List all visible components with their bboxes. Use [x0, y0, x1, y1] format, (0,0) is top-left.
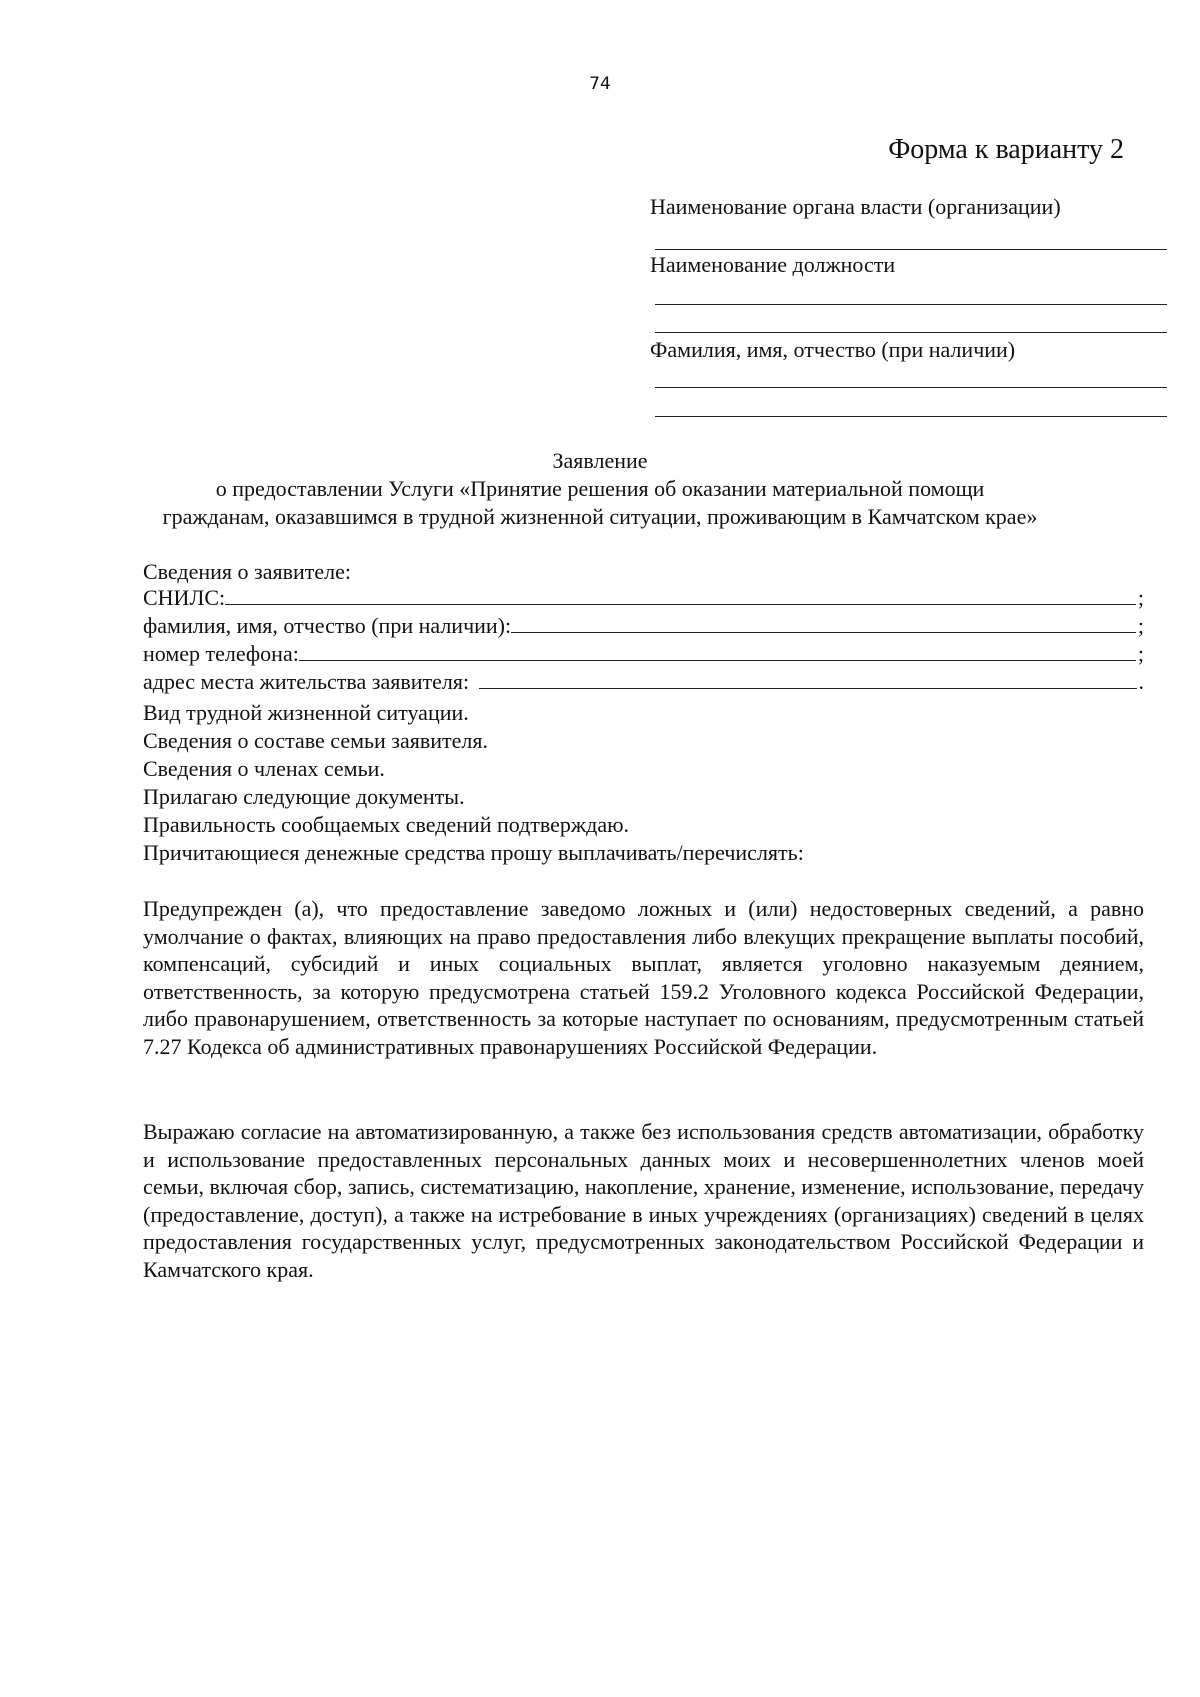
document-subtitle-line-2: гражданам, оказавшимся в трудной жизненной ситуации, проживающим в Камчатском крае»	[162, 504, 1038, 529]
address-terminator: .	[1138, 669, 1144, 694]
phone-row	[143, 640, 1144, 667]
address-label: адрес места жительства заявителя:	[143, 669, 470, 694]
liability-warning-paragraph: Предупрежден (а), что предоставление заведомо ложных и (или) недостоверных сведений, а равно умолчание о фактах, влияющих на право предоставления либо влекущих прекращение выплаты пособий, компенсаций, субсидий и иных социальных выплат, является уголовно наказуемым деянием, ответственность, за которую предусмотрена статьей 159.2 Уголовного кодекса Российской Федерации, либо правонарушением, ответственность за которые наступает по основаниям, предусмотренным статьей 7.27 Кодекса об административных правонарушениях Российской Федерации.	[143, 896, 1144, 1059]
snils-row	[143, 584, 1144, 611]
address-row	[143, 668, 1144, 695]
accuracy-confirmation-line: Правильность сообщаемых сведений подтверждаю.	[143, 812, 630, 837]
org-name-field[interactable]	[655, 249, 1167, 250]
fio-label: фамилия, имя, отчество (при наличии):	[143, 613, 512, 638]
applicant-heading: Сведения о заявителе:	[143, 559, 352, 584]
full-name-field-line-1[interactable]	[655, 387, 1167, 388]
fio-field[interactable]	[511, 631, 1136, 633]
data-consent-paragraph: Выражаю согласие на автоматизированную, а также без использования средств автоматизации, обработку и использование предоставленных персональных данных моих и несовершеннолетних членов моей семьи, включая сбор, запись, систематизацию, накопление, хранение, изменение, использование, передачу (предоставление, доступ), а также на истребование в иных учреждениях (организациях) сведений в целях предоставления государственных услуг, предусмотренных законодательством Российской Федерации и Камчатского края.	[143, 1119, 1144, 1282]
family-members-line: Сведения о членах семьи.	[143, 756, 385, 781]
snils-label: СНИЛС:	[143, 585, 226, 610]
family-composition-line: Сведения о составе семьи заявителя.	[143, 728, 489, 753]
phone-label: номер телефона:	[143, 641, 299, 666]
fio-row	[143, 612, 1144, 639]
form-variant-heading: Форма к варианту 2	[888, 134, 1124, 165]
full-name-field-line-2[interactable]	[655, 416, 1167, 417]
snils-terminator: ;	[1137, 585, 1144, 610]
position-label: Наименование должности	[650, 252, 896, 277]
attached-documents-line: Прилагаю следующие документы.	[143, 784, 465, 809]
full-name-label: Фамилия, имя, отчество (при наличии)	[650, 337, 1016, 362]
org-name-label: Наименование органа власти (организации)	[650, 194, 1061, 219]
page-number: 74	[589, 74, 611, 94]
hardship-type-line: Вид трудной жизненной ситуации.	[143, 700, 469, 725]
position-field-line-1[interactable]	[655, 304, 1167, 305]
phone-terminator: ;	[1137, 641, 1144, 666]
fio-terminator: ;	[1137, 613, 1144, 638]
snils-field[interactable]	[225, 603, 1136, 605]
document-title: Заявление	[552, 448, 648, 473]
payment-method-line: Причитающиеся денежные средства прошу выплачивать/перечислять:	[143, 840, 804, 865]
phone-field[interactable]	[299, 659, 1136, 661]
position-field-line-2[interactable]	[655, 332, 1167, 333]
document-subtitle-line-1: о предоставлении Услуги «Принятие решения об оказании материальной помощи	[215, 476, 985, 501]
address-field[interactable]	[479, 687, 1136, 689]
